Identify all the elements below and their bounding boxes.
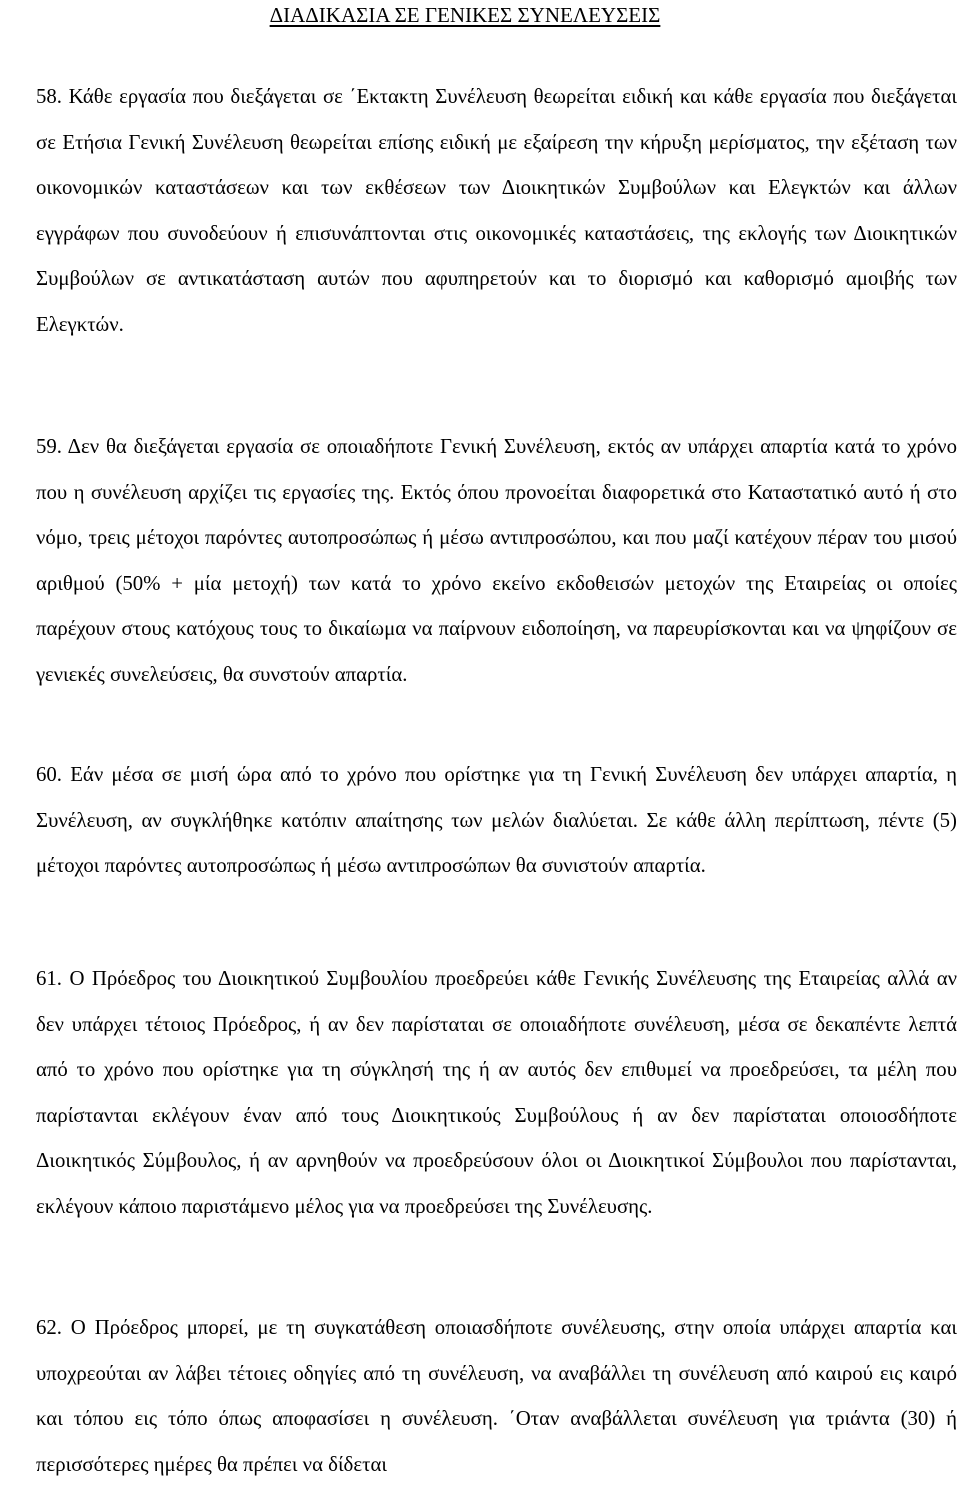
page-title: ΔΙΑΔΙΚΑΣΙΑ ΣΕ ΓΕΝΙΚΕΣ ΣΥΝΕΛΕΥΣΕΙΣ — [269, 3, 661, 27]
article-text: Ο Πρόεδρος του Διοικητικού Συμβουλίου προεδρεύει κάθε Γενικής Συνέλευσης της Εταιρείας αλλά αν δεν υπάρχει τέτοιος Πρόεδρος, ή αν δεν παρίσταται σε οποιαδήποτε συνέλευση, μέσα σε δεκαπέντε λεπτά από το χρόνο που ορίστηκε για τη σύγκλησή της ή αν αυτός δεν επιθυμεί να προεδρεύσει, τα μέλη που παρίστανται εκλέγουν έναν από τους Διοικητικούς Συμβούλους ή αν δεν παρίσταται οποιοσδήποτε Διοικητικός Σύμβουλος, ή αν αρνηθούν να προεδρεύσουν όλοι οι Διοικητικοί Σύμβουλοι που παρίστανται, εκλέγουν κάποιο παριστάμενο μέλος για να προεδρεύσει της Συνέλευσης. — [36, 967, 957, 1218]
article-text: Εάν μέσα σε μισή ώρα από το χρόνο που ορίστηκε για τη Γενική Συνέλευση δεν υπάρχει απαρτία, η Συνέλευση, αν συγκλήθηκε κατόπιν απαίτησης των μελών διαλύεται. Σε κάθε άλλη περίπτωση, πέντε (5) μέτοχοι παρόντες αυτοπροσώπως ή μέσω αντιπροσώπων θα συνιστούν απαρτία. — [36, 763, 958, 877]
article-58 — [36, 74, 957, 347]
article-number: 61. — [36, 967, 62, 990]
article-text: Κάθε εργασία που διεξάγεται σε ΄Εκτακτη Συνέλευση θεωρείται ειδική και κάθε εργασία που διεξάγεται σε Ετήσια Γενική Συνέλευση θεωρείται επίσης ειδική με εξαίρεση την κήρυξη μερίσματος, την εξέταση των οικονομικών καταστάσεων και των εκθέσεων των Διοικητικών Συμβούλων και Ελεγκτών και άλλων εγγράφων που συνοδεύουν ή επισυνάπτονται στις οικονομικές καταστάσεις, της εκλογής των Διοικητικών Συμβούλων σε αντικατάσταση αυτών που αφυπηρετούν και το διορισμό και καθορισμό αμοιβής των Ελεγκτών. — [36, 85, 957, 336]
article-59 — [36, 424, 957, 697]
article-number: 62. — [36, 1316, 62, 1339]
article-number: 58. — [36, 85, 62, 108]
article-62 — [36, 1305, 957, 1487]
article-text: Ο Πρόεδρος μπορεί, με τη συγκατάθεση οποιασδήποτε συνέλευσης, στην οποία υπάρχει απαρτία και υποχρεούται αν λάβει τέτοιες οδηγίες από τη συνέλευση, να αναβάλλει τη συνέλευση από καιρού εις καιρό και τόπου εις τόπο όπως αποφασίσει η συνέλευση. ΄Οταν αναβάλλεται συνέλευση για τριάντα (30) ή περισσότερες ημέρες θα πρέπει να δίδεται — [36, 1316, 957, 1476]
article-60 — [36, 752, 957, 889]
article-text: Δεν θα διεξάγεται εργασία σε οποιαδήποτε Γενική Συνέλευση, εκτός αν υπάρχει απαρτία κατά το χρόνο που η συνέλευση αρχίζει τις εργασίες της. Εκτός όπου προνοείται διαφορετικά στο Καταστατικό αυτό ή στο νόμο, τρεις μέτοχοι παρόντες αυτοπροσώπως ή μέσω αντιπροσώπου, και που μαζί κατέχουν πέραν του μισού αριθμού (50% + μία μετοχή) των κατά το χρόνο εκείνο εκδοθεισών μετοχών της Εταιρείας οι οποίες παρέχουν στους κατόχους τους το δικαίωμα να παίρνουν ειδοποίηση, να παρευρίσκονται και να ψηφίζουν σε γενιεκές συνελεύσεις, θα συνστούν απαρτία. — [36, 435, 957, 686]
article-61 — [36, 956, 957, 1229]
article-number: 60. — [36, 763, 62, 786]
article-number: 59. — [36, 435, 62, 458]
